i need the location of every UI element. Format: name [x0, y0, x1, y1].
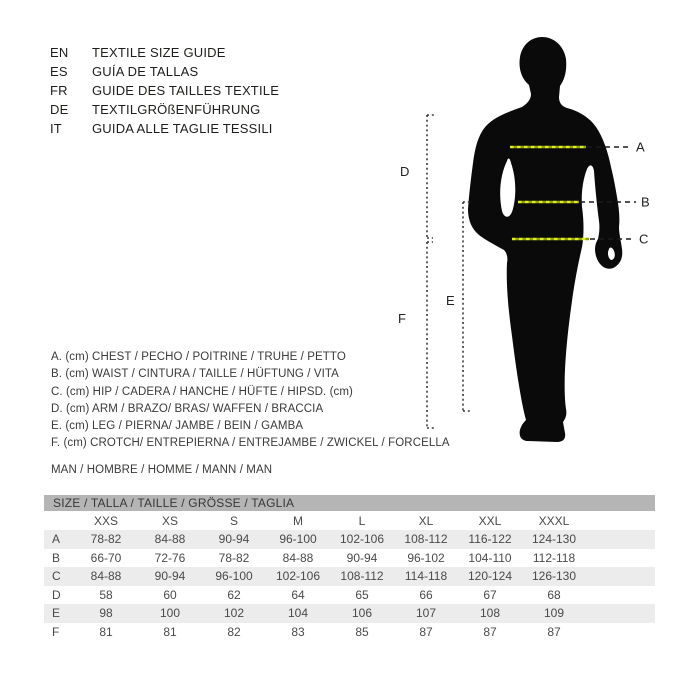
- label-leg-e: E: [446, 293, 455, 308]
- label-crotch-f: F: [398, 311, 406, 326]
- cell: 112-118: [532, 550, 576, 565]
- size-table: [44, 495, 655, 641]
- lang-title: GUIDE DES TAILLES TEXTILE: [92, 83, 280, 98]
- cell: 78-82: [218, 550, 250, 565]
- cell: 65: [355, 587, 369, 602]
- row-label: E: [52, 606, 61, 621]
- cell: 66: [419, 587, 433, 602]
- measurement-legend: [51, 349, 450, 480]
- lang-row-en: [50, 43, 279, 62]
- cell: 81: [99, 624, 113, 639]
- cell: 72-76: [154, 550, 186, 565]
- cell: 84-88: [90, 569, 122, 584]
- legend-hip: C. (cm) HIP / CADERA / HANCHE / HÜFTE / HIPSD. (cm): [51, 385, 353, 398]
- cell: 116-122: [468, 532, 512, 547]
- cell: 102-106: [339, 532, 385, 547]
- lang-title: TEXTILE SIZE GUIDE: [92, 45, 226, 60]
- cell: 96-100: [279, 532, 317, 547]
- cell: 102-106: [275, 569, 321, 584]
- cell: 62: [227, 587, 241, 602]
- cell: 66-70: [90, 550, 122, 565]
- table-row: [44, 530, 655, 549]
- cell: 114-118: [404, 569, 448, 584]
- cell: 109: [543, 606, 565, 621]
- cell: 107: [415, 606, 437, 621]
- row-label: A: [52, 532, 61, 547]
- legend-chest: A. (cm) CHEST / PECHO / POITRINE / TRUHE / PETTO: [51, 351, 346, 363]
- cell: 90-94: [154, 569, 186, 584]
- lang-row-es: [50, 62, 279, 81]
- cell: 98: [99, 606, 113, 621]
- cell: 108: [479, 606, 501, 621]
- row-label: B: [52, 550, 61, 565]
- cell: 84-88: [282, 550, 314, 565]
- lang-code: ES: [50, 64, 68, 79]
- cell: 78-82: [90, 532, 122, 547]
- cell: 108-112: [340, 569, 384, 584]
- cell: 58: [99, 587, 113, 602]
- legend-arm: D. (cm) ARM / BRAZO/ BRAS/ WAFFEN / BRACCIA: [51, 402, 324, 415]
- col-header-xxxl: XXXL: [538, 513, 570, 528]
- col-header-xl: XL: [418, 513, 434, 528]
- cell: 90-94: [346, 550, 378, 565]
- size-table-header-row: [44, 511, 655, 530]
- language-title-list: [50, 43, 279, 138]
- cell: 120-124: [467, 569, 513, 584]
- cell: 100: [159, 606, 181, 621]
- cell: 104: [287, 606, 309, 621]
- lang-title: TEXTILGRÖßENFÜHRUNG: [92, 102, 261, 117]
- label-arm-d: D: [400, 164, 410, 179]
- lang-code: EN: [50, 45, 69, 60]
- label-chest-a: A: [636, 139, 645, 155]
- table-row: [44, 586, 655, 605]
- cell: 81: [163, 624, 177, 639]
- table-row: [44, 567, 655, 586]
- cell: 83: [291, 624, 305, 639]
- legend-waist: B. (cm) WAIST / CINTURA / TAILLE / HÜFTUNG / VITA: [51, 368, 339, 381]
- row-label: F: [52, 624, 60, 639]
- table-row: [44, 604, 655, 623]
- lang-row-fr: [50, 81, 279, 100]
- lang-row-de: [50, 100, 279, 119]
- cell: 87: [419, 624, 433, 639]
- cell: 87: [547, 624, 561, 639]
- cell: 64: [291, 587, 305, 602]
- lang-code: IT: [50, 121, 62, 136]
- cell: 102: [223, 606, 245, 621]
- cell: 90-94: [218, 532, 250, 547]
- lang-row-it: [50, 119, 279, 138]
- col-header-xxl: XXL: [478, 513, 502, 528]
- cell: 87: [483, 624, 497, 639]
- cell: 104-110: [468, 550, 512, 565]
- row-label: D: [52, 587, 61, 602]
- legend-gender: MAN / HOMBRE / HOMME / MANN / MAN: [51, 464, 273, 477]
- table-row: [44, 623, 655, 642]
- legend-leg: E. (cm) LEG / PIERNA/ JAMBE / BEIN / GAMBA: [51, 420, 304, 433]
- cell: 84-88: [154, 532, 186, 547]
- lang-title: GUIDA ALLE TAGLIE TESSILI: [92, 121, 273, 136]
- cell: 68: [547, 587, 561, 602]
- cell: 60: [163, 587, 177, 602]
- lang-title: GUÍA DE TALLAS: [92, 64, 199, 79]
- cell: 96-102: [407, 550, 445, 565]
- label-waist-b: B: [641, 194, 650, 210]
- cell: 96-100: [215, 569, 253, 584]
- col-header-xxs: XXS: [93, 513, 118, 528]
- lang-code: DE: [50, 102, 69, 117]
- col-header-s: S: [229, 513, 238, 528]
- legend-crotch: F. (cm) CROTCH/ ENTREPIERNA / ENTREJAMBE / ZWICKEL / FORCELLA: [51, 437, 450, 450]
- table-row: [44, 549, 655, 568]
- cell: 67: [483, 587, 497, 602]
- cell: 106: [351, 606, 373, 621]
- cell: 108-112: [404, 532, 448, 547]
- cell: 82: [227, 624, 241, 639]
- col-header-xs: XS: [161, 513, 178, 528]
- label-hip-c: C: [639, 231, 649, 247]
- cell: 126-130: [531, 569, 577, 584]
- lang-code: FR: [50, 83, 68, 98]
- col-header-l: L: [358, 513, 366, 528]
- cell: 124-130: [531, 532, 577, 547]
- size-table-title: SIZE / TALLA / TAILLE / GRÖSSE / TAGLIA: [44, 495, 655, 511]
- row-label: C: [52, 569, 61, 584]
- col-header-m: M: [293, 513, 303, 528]
- cell: 85: [355, 624, 369, 639]
